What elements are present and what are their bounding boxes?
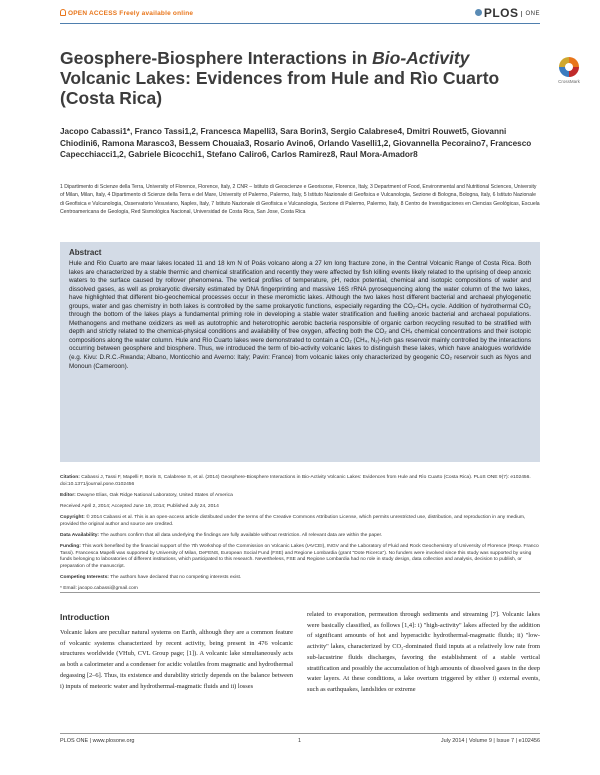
funding: Funding: This work benefited by the financial support of the 7th Workshop of the Commission on Volcanic Lakes (IAVCEI), INGV and the Laboratory of Fluid and Rock Geochemistry of University of Florence (Resp. Franco Tassi). Francesca Mapelli was supported by University of Milan, DeFENS, European Social Fund (FSE) and Regione Lombardia (grant "Dote Ricerca"). No funders were involved since this study was supported by using funds belonging to laboratories of different institutions, which participated to this research. Nevertheless, FSE and Regione Lombardia had no role in study design, data collection and analysis, decision to publish, or preparation of the manuscript. (60, 544, 539, 569)
plos-dot-icon (475, 9, 482, 16)
competing-interests: Competing Interests: The authors have declared that no competing interests exist. (60, 575, 242, 581)
editor: Editor: Dwayne Elias, Oak Ridge National Laboratory, United States of America (60, 492, 233, 498)
crossmark-badge[interactable]: CrossMark (549, 57, 589, 84)
metadata-rule (60, 592, 540, 593)
crossmark-icon (559, 57, 579, 77)
affiliations: 1 Dipartimento di Scienze della Terra, University of Florence, Florence, Italy, 2 CNR – Istituto di Geoscienze e Georisorse, Florence, Italy, 3 Department of Food, Environmental and Nutritional Sciences, University of Milan, Milan, Italy, 4 Dipartimento di Scienze della Terra e del Mare, University of Palermo, Palermo, Italy, 5 Istituto Nazionale di Geofisica e Vulcanologia, Sezione di Bologna, Bologna, Italy, 6 Istituto Nazionale di Geofisica e Vulcanologia, Osservatorio Vesuviano, Naples, Italy, 7 Istituto Nazionale di Geofisica e Vulcanologia, Sezione di Palermo, Palermo, Italy, 8 Centro de Investigaciones en Ciencias Geológicas, Escuela Centroamericana de Geología, Red Sismológica Nacional, Universidad de Costa Rica, San Jose, Costa Rica (60, 184, 540, 215)
footer-journal[interactable]: PLOS ONE | www.plosone.org (60, 738, 135, 744)
intro-column-left: Volcanic lakes are peculiar natural systems on Earth, although they are a common feature of volcanic systems characterized by recent activity, being present in 476 volcanic structures worldwide (VHub, CVL Group page; [1]). A volcanic lake simultaneously acts as both a calorimeter and a condenser for acidic volatiles from magmatic and hydrothermal degassing [2–6]. Thus, its existence and durability strictly depends on the balance between i) inputs of meteoric water and hydrothermal-magmatic fluids and ii) losses (60, 629, 293, 690)
citation: Citation: Cabassi J, Tassi F, Mapelli F, Borin S, Calabrese S, et al. (2014) Geosphere-Biosphere Interactions in Bio-Activity Volcanic Lakes: Evidences from Hule and Rìo Cuarto (Costa Rica). PLoS ONE 9(7): e102456. doi:10.1371/journal.pone.0102456 (60, 475, 531, 487)
plos-one-logo[interactable]: PLOS ONE (475, 6, 540, 20)
open-access-lock-icon (60, 9, 66, 16)
page-number: 1 (298, 738, 302, 744)
abstract-text: Hule and Rìo Cuarto are maar lakes located 11 and 18 km N of Poás volcano along a 27 km long fracture zone, in the Central Volcanic Range of Costa Rica. Both lakes are characterized by a stable thermic and chemical stratification and recently they were affected by fish killing events likely related to the uprising of deep anoxic waters to the surface caused by rollover phenomena. The vertical profiles of temperature, pH, redox potential, chemical and isotopic compositions of water and dissolved gases, as well as prokaryotic diversity estimated by DNA fingerprinting and massive 16S rRNA pyrosequencing along the water column of the two lakes, have highlighted that different bio-geochemical processes occur in these meromictic lakes. Although the two lakes host different bacterial and archaeal phylogenetic groups, water and gas chemistry in both lakes is controlled by the same prokaryotic functions, especially regarding the CO₂-CH₄ cycle. Addition of hydrothermal CO₂ through the bottom of the lakes plays a fundamental priming role in developing a stable water stratification and fuelling anoxic bacterial and archaeal populations. Methanogens and methane oxidizers as well as autotrophic and heterotrophic aerobic bacteria responsible of organic carbon recycling resulted to be stratified with depth and strictly related to the chemical-physical conditions and availability of free oxygen, affecting both the CO₂ and CH₄ chemical concentrations and their isotopic compositions along the water column. Hule and Rìo Cuarto lakes were demonstrated to contain a CO₂ (CH₄, N₂)-rich gas reservoir mainly controlled by the interactions occurring between geosphere and biosphere. Thus, we introduced the term of bio-activity volcanic lakes to distinguish these lakes, which have analogues worldwide (e.g. Kivu: D.R.C.-Rwanda; Albano, Monticchio and Averno: Italy; Pavin: France) from volcanic lakes only characterized by geogenic CO₂ reservoir such as Nyos and Monoun (Cameroon). (69, 260, 531, 370)
introduction-heading: Introduction (60, 612, 110, 622)
abstract-box (60, 242, 540, 462)
footer-rule (60, 733, 540, 734)
header-rule (60, 23, 540, 24)
journal-header (60, 8, 540, 22)
footer-issue: July 2014 | Volume 9 | Issue 7 | e102456 (440, 738, 540, 744)
article-title: Geosphere-Biosphere Interactions in Bio-Activity Volcanic Lakes: Evidences from Hule and Rìo Cuarto (Costa Rica) (60, 48, 500, 108)
page-footer (60, 738, 540, 748)
corresponding-email[interactable]: * Email: jacopo.cabassi@gmail.com (60, 586, 138, 592)
intro-column-right: related to evaporation, permeation through sediments and streaming [7]. Volcanic lakes were basically classified, as follows [1,4]: i) "high-activity" lakes affected by the addition of significant amounts of hot and hyperacidic hydrothermal-magmatic fluids; ii) "low-activity" lakes, characterized by CO₂-dominated fluid inputs at a relatively low rate from sub-lacustrine fluids discharges, favoring the establishment of a stable vertical stratification and possibly the accumulation of high amounts of dissolved gases in the deep water layers. At these conditions, a lake overturn triggered by either i) external events, such as earthquakes, landslides or extreme (307, 611, 540, 693)
open-access-banner[interactable]: OPEN ACCESS Freely available online (60, 9, 193, 17)
dates: Received April 2, 2014; Accepted June 19, 2014; Published July 24, 2014 (60, 503, 219, 509)
data-availability: Data Availability: The authors confirm that all data underlying the findings are fully available without restriction. All relevant data are within the paper. (60, 532, 383, 538)
author-list: Jacopo Cabassi1*, Franco Tassi1,2, Francesca Mapelli3, Sara Borin3, Sergio Calabrese4, Dmitri Rouwet5, Giovanni Chiodini6, Ramona Marasco3, Bessem Chouaia3, Rosario Avino6, Orlando Vaselli1,2, Giovannella Pecoraino7, Francesco Capecchiacci1,2, Gabriele Bicocchi1, Stefano Caliro6, Carlos Ramirez8, Raul Mora-Amador8 (60, 127, 532, 159)
abstract-heading: Abstract (69, 248, 102, 257)
article-metadata (60, 475, 540, 597)
copyright: Copyright: © 2014 Cabassi et al. This is an open-access article distributed under the terms of the Creative Commons Attribution License, which permits unrestricted use, distribution, and reproduction in any medium, provided the original author and source are credited. (60, 515, 526, 527)
